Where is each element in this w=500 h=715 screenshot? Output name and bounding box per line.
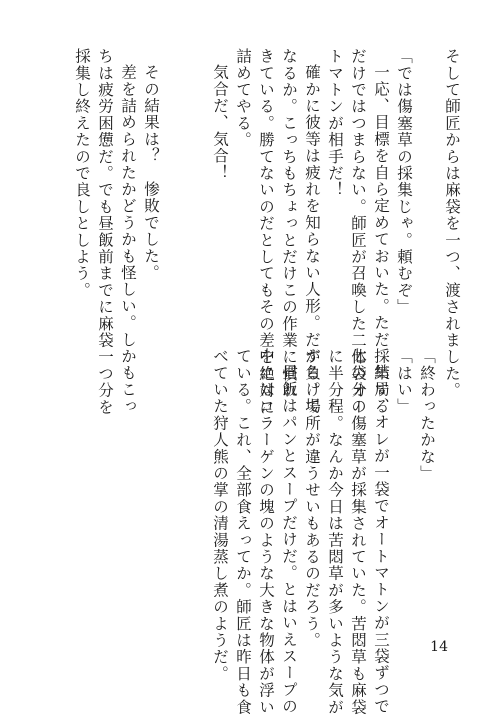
text-line: ちは疲労困憊だ。でも昼飯前までに麻袋一つ分を: [96, 48, 114, 416]
text-line: 「はい」: [395, 348, 413, 415]
text-line: 七袋分の傷塞草が採集されていた。苦悶草も麻袋: [349, 348, 367, 715]
text-line: なるか。こっちもちょっとだけこの作業に慣れ: [280, 48, 298, 399]
text-line: ている。これ、全部食えってか。師匠は昨日も食: [234, 348, 252, 715]
text-line: その結果は？ 惨敗でした。: [142, 64, 160, 282]
text-line: 差を詰められたかどうかも怪しい。しかもこっ: [119, 64, 137, 415]
text-line: そして師匠からは麻袋を一つ、渡されました。: [443, 48, 461, 399]
text-line: 採集し終えたので良しとしよう。: [73, 48, 91, 299]
text-line: だけではつまらない。師匠が召喚した二体のオー: [349, 48, 367, 416]
text-line: 確かに彼等は疲れを知らない人形。だが負けて: [303, 64, 321, 415]
text-line: 結局、オレが一袋でオートマトンが三袋ずつで: [372, 364, 390, 715]
page-number: 14: [430, 639, 448, 655]
text-line: きている。勝てないのだとしてもその差を絶対に: [257, 48, 275, 416]
text-line: べていた狩人熊の掌の清湯蒸し煮のようだ。: [211, 348, 229, 682]
text-line: する。場所が違うせいもあるのだろう。: [303, 348, 321, 649]
text-line: 一応、目標を自ら定めておいた。ただ採集する: [372, 64, 390, 415]
text-line: 「終わったかな」: [418, 348, 436, 482]
text-line: に半分程。なんか今日は苦悶草が多いような気が: [326, 348, 344, 715]
text-line: トマトンが相手だ！: [326, 48, 344, 199]
text-line: 気合だ、気合！: [211, 64, 229, 181]
text-line: 中にはコラーゲンの塊のような大きな物体が浮い: [257, 348, 275, 715]
text-line: 「では傷塞草の採集じゃ。頼むぞ」: [395, 48, 413, 316]
text-line: 昼飯はパンとスープだけだ。とはいえスープの: [280, 364, 298, 715]
text-line: 詰めてやる。: [234, 48, 252, 149]
